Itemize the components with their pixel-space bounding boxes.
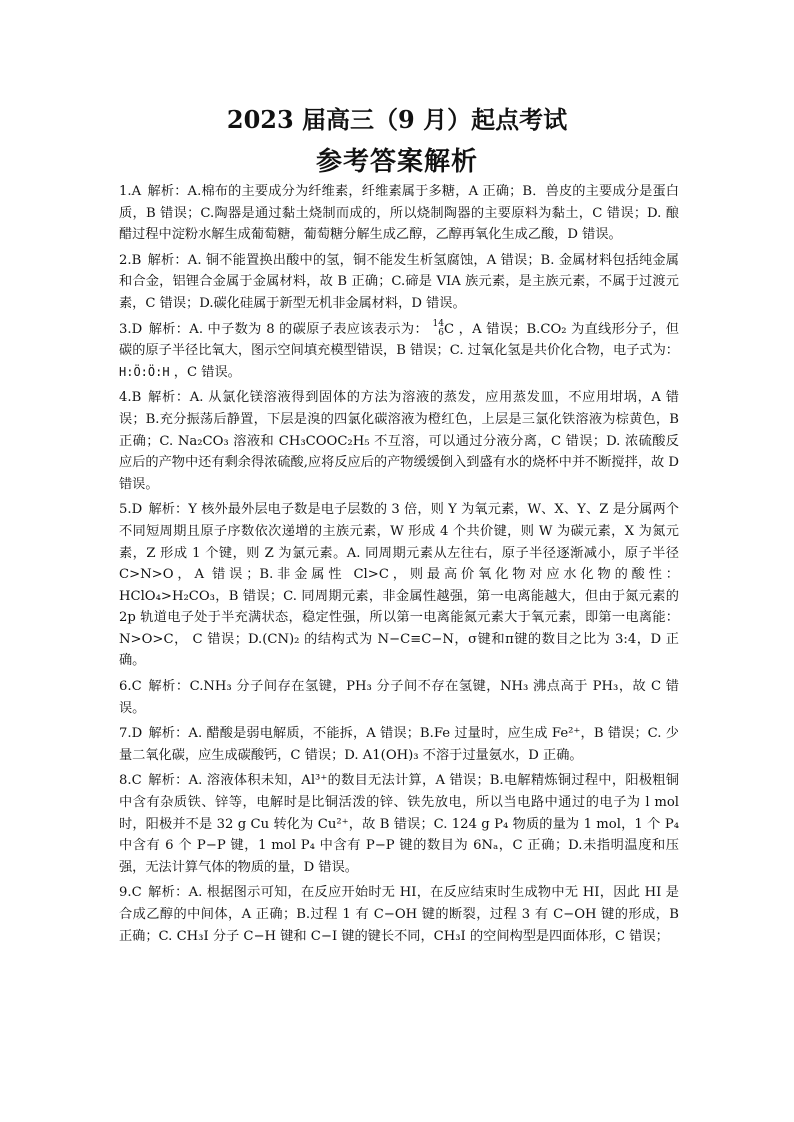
answer-text: 解析：A.棉布的主要成分为纤维素，纤维素属于多糖，A 正确；B．兽皮的主要成分是蛋白质，B 错误；C.陶器是通过黏土烧制而成的，所以烧制陶器的主要原料为黏土，C 错误；D. 酿醋过程中淀粉水解生成葡萄糖，葡萄糖分解生成乙醇，乙醇再氧化生成乙酸，D 错误。 [119,184,679,243]
answer-label: 8.C [119,773,142,789]
answer-text: ，A 错误；B.CO₂ 为直线形分子，但碳的原子半径比氧大，图示空间填充模型错误，B 错误；C. 过氧化氢是共价化合物，电子式为： [119,321,679,359]
answer-text: 解析：A. 从氯化镁溶液得到固体的方法为溶液的蒸发，应用蒸发皿，不应用坩埚，A 错误；B.充分振荡后静置，下层是溴的四氯化碳溶液为橙红色，上层是三氯化铁溶液为棕黄色，B 正确；C. Na₂CO₃ 溶液和 CH₃COOC₂H₅ 不互溶，可以通过分液分离，C 错误；D. 浓硫酸反应后的产物中还有剩余得浓硫酸,应将反应后的产物缓缓倒入到盛有水的烧杯中并不断搅拌，故 D 错误。 [119,390,679,492]
answer-label: 9.C [119,885,142,901]
answer-label: 3.D [119,321,143,337]
answer-label: 7.D [119,726,143,742]
answer-text: ，C 错误。 [173,364,241,380]
answer-item [119,723,679,766]
answer-text: 解析：Y 核外最外层电子数是电子层数的 3 倍，则 Y 为氧元素，W、X、Y、Z 是分属两个不同短周期且原子序数依次递增的主族元素，W 形成 4 个共价键，则 W 为碳元素，X 为氮元素，Z 形成 1 个键，则 Z 为氯元素。A. 同周期元素从左往右，原子半径逐渐减小，原子半径 C>N>O，A 错误；B.非金属性 Cl>C，则最高价氧化物对应水化物的酸性：HClO₄>H₂CO₃，B 错误；C. 同周期元素，非金属性越强，第一电离能越大，但由于氮元素的 2p 轨道电子处于半充满状态，稳定性强，所以第一电离能氮元素大于氧元素，即第一电离能：N>O>C， C 错误；D.(CN)₂ 的结构式为 N−C≡C−N，σ键和π键的数目之比为 3:4，D 正确。 [119,502,679,669]
answer-label: 5.D [119,502,143,518]
isotope-mass-number: 14 [432,319,444,330]
page-subtitle: 参考答案解析 [315,147,478,177]
answer-item [119,387,679,495]
answer-label: 2.B [119,252,142,268]
answer-text: 解析：A. 中子数为 8 的碳原子表应该表示为： [148,321,428,337]
answer-label: 1.A [119,184,142,199]
answer-text: 解析：A. 溶液体积未知，Al³⁺的数目无法计算，A 错误；B.电解精炼铜过程中，阳极粗铜中含有杂质铁、锌等，电解时是比铜活泼的锌、铁先放电，所以当电路中通过的电子为 l mol 时，阳极并不是 32 g Cu 转化为 Cu²⁺，故 B 错误；C. 124 g P₄ 物质的量为 1 mol，1 个 P₄ 中含有 6 个 P−P 键，1 mol P₄ 中含有 P−P 键的数目为 6Nₐ，C 正确；D.未指明温度和压强，无法计算气体的物质的量，D 错误。 [119,773,679,875]
answer-text: 解析：A. 醋酸是弱电解质，不能拆，A 错误；B.Fe 过量时，应生成 Fe²⁺，B 错误；C. 少量二氧化碳，应生成碳酸钙，C 错误；D. A1(OH)₃ 不溶于过量氨水，D 正确。 [119,726,679,763]
answer-text: 解析：A. 根据图示可知，在反应开始时无 HI，在反应结束时生成物中无 HI，因此 HI 是合成乙醇的中间体，A 正确；B.过程 1 有 C−OH 键的断裂，过程 3 有 C−OH 键的形成，B 正确；C. CH₃I 分子 C−H 键和 C−I 键的键长不同，CH₃I 的空间构型是四面体形，C 错误； [119,885,679,944]
answer-item [119,499,679,672]
answer-item [119,319,679,384]
answer-item [119,882,679,947]
answer-list [119,181,679,951]
isotope-notation [433,320,444,338]
answer-text: 解析：C.NH₃ 分子间存在氢键，PH₃ 分子间不存在氢键，NH₃ 沸点高于 PH₃，故 C 错误。 [119,679,679,716]
answer-label: 4.B [119,390,142,406]
page-title: 2023 届高三（9 月）起点考试 [226,105,568,134]
isotope-symbol: C [444,321,455,337]
answer-item [119,181,679,246]
answer-item [119,676,679,719]
answer-text: 解析：A. 铜不能置换出酸中的氢，铜不能发生析氢腐蚀，A 错误；B. 金属材料包括纯金属和合金，铝锂合金属于金属材料，故 B 正确；C.碲是 VIA 族元素，是主族元素，不属于过渡元素，C 错误；D.碳化硅属于新型无机非金属材料，D 错误。 [119,252,679,311]
answer-label: 6.C [119,679,142,695]
answer-item [119,250,679,315]
electron-formula: H:Ö:Ö:H [119,364,170,379]
answer-item [119,770,679,878]
isotope-atomic-number: 6 [438,328,444,339]
